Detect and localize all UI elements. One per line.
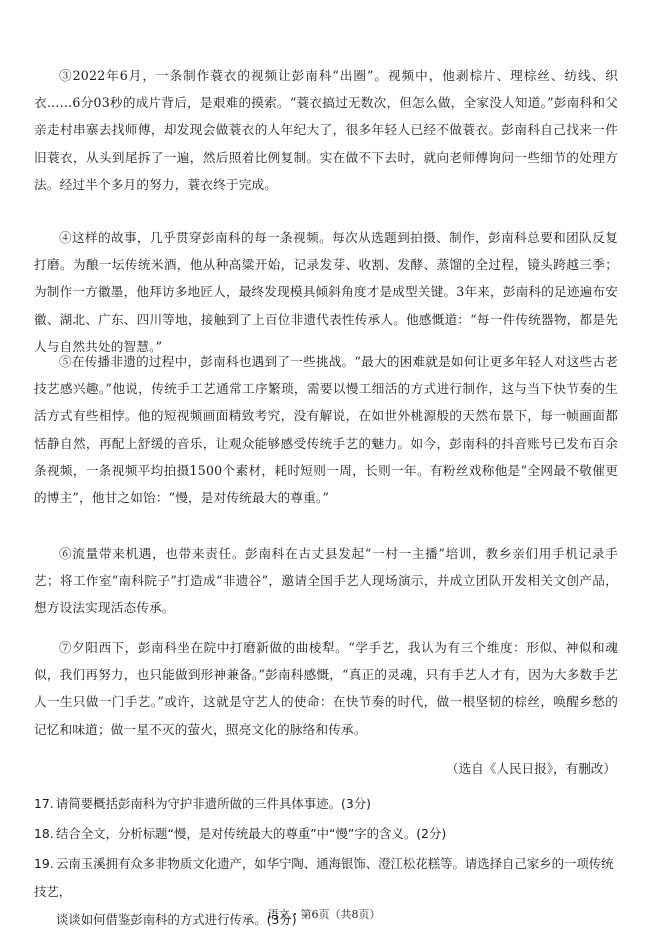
question-17: [34, 790, 624, 818]
page-footer: 语文・第6页（共8页）: [267, 908, 381, 921]
question-text: 请简要概括彭南科为守护非遗所做的三件具体事迹。(3分): [56, 796, 371, 811]
question-text-continued: 谈谈如何借鉴彭南科的方式进行传承。(3分): [56, 912, 297, 927]
paragraph-3: ③2022年6月，一条制作蓑衣的视频让彭南科“出圈”。视频中，他剥棕片、理棕丝、纺线、织衣……6分03秒的成片背后，是艰难的摸索。“蓑衣搞过无数次，但怎么做，全家没人知道。”彭南科和父亲走村串寨去找师傅，却发现会做蓑衣的人年纪大了，很多年轻人已经不做蓑衣。彭南科自己找来一件旧蓑衣，从头到尾拆了一遍，然后照着比例复制。实在做不下去时，就向老师傅询问一些细节的处理方法。经过半个多月的努力，蓑衣终于完成。: [34, 68, 618, 192]
paragraph-4: ④这样的故事，几乎贯穿彭南科的每一条视频。每次从选题到拍摄、制作，彭南科总要和团队反复打磨。为酿一坛传统米酒，他从种高粱开始，记录发芽、收割、发酵、蒸馏的全过程，镜头跨越三季；为制作一方徽墨，他拜访多地匠人，最终发现模具倾斜角度才是成型关键。3年来，彭南科的足迹遍布安徽、湖北、广东、四川等地，接触到了上百位非遗代表性传承人。他感慨道：“每一件传统器物，都是先人与自然共处的智慧。”: [34, 230, 618, 354]
paragraph-5: ⑤在传播非遗的过程中，彭南科也遇到了一些挑战。“最大的困难就是如何让更多年轻人对这些古老技艺感兴趣。”他说，传统手工艺通常工序繁琐，需要以慢工细活的方式进行制作，这与当下快节奏的生活方式有些相悖。他的短视频画面精致考究，没有解说，在如世外桃源般的天然布景下，每一帧画面都恬静自然，再配上舒缓的音乐，让观众能够感受传统手艺的魅力。如今，彭南科的抖音账号已发布百余条视频，一条视频平均拍摄1500个素材，耗时短则一周，长则一年。有粉丝戏称他是“全网最不敬催更的博主”，他甘之如饴：“慢，是对传统最大的尊重。”: [34, 354, 618, 506]
question-text: 云南玉溪拥有众多非物质文化遗产，如华宁陶、通海银饰、澄江松花糕等。请选择自己家乡的一项传统技艺，: [34, 856, 614, 899]
question-18: [34, 820, 624, 848]
paragraph-7: ⑦夕阳西下，彭南科坐在院中打磨新做的曲棱犁。“学手艺，我认为有三个维度：形似、神似和魂似，我们再努力，也只能做到形神兼备。”彭南科感慨，“真正的灵魂，只有手艺人才有，因为大多数手艺人一生只做一门手艺。”或许，这就是守艺人的使命：在快节奏的时代，做一根坚韧的棕丝，唤醒乡愁的记忆和味道；做一星不灭的萤火，照亮文化的脉络和传承。: [34, 640, 618, 737]
source-citation: （选自《人民日报》，有删改）: [445, 761, 616, 776]
question-number: 19.: [34, 856, 54, 871]
paragraph-6: ⑥流量带来机遇，也带来责任。彭南科在古丈县发起“一村一主播”培训，教乡亲们用手机记录手艺；将工作室“南科院子”打造成“非遗谷”，邀请全国手艺人现场演示，并成立团队开发相关文创产品，想方设法实现活态传承。: [34, 546, 618, 616]
question-text: 结合全文，分析标题“慢，是对传统最大的尊重”中“慢”字的含义。(2分): [56, 826, 447, 841]
question-number: 17.: [34, 796, 54, 811]
question-number: 18.: [34, 826, 54, 841]
